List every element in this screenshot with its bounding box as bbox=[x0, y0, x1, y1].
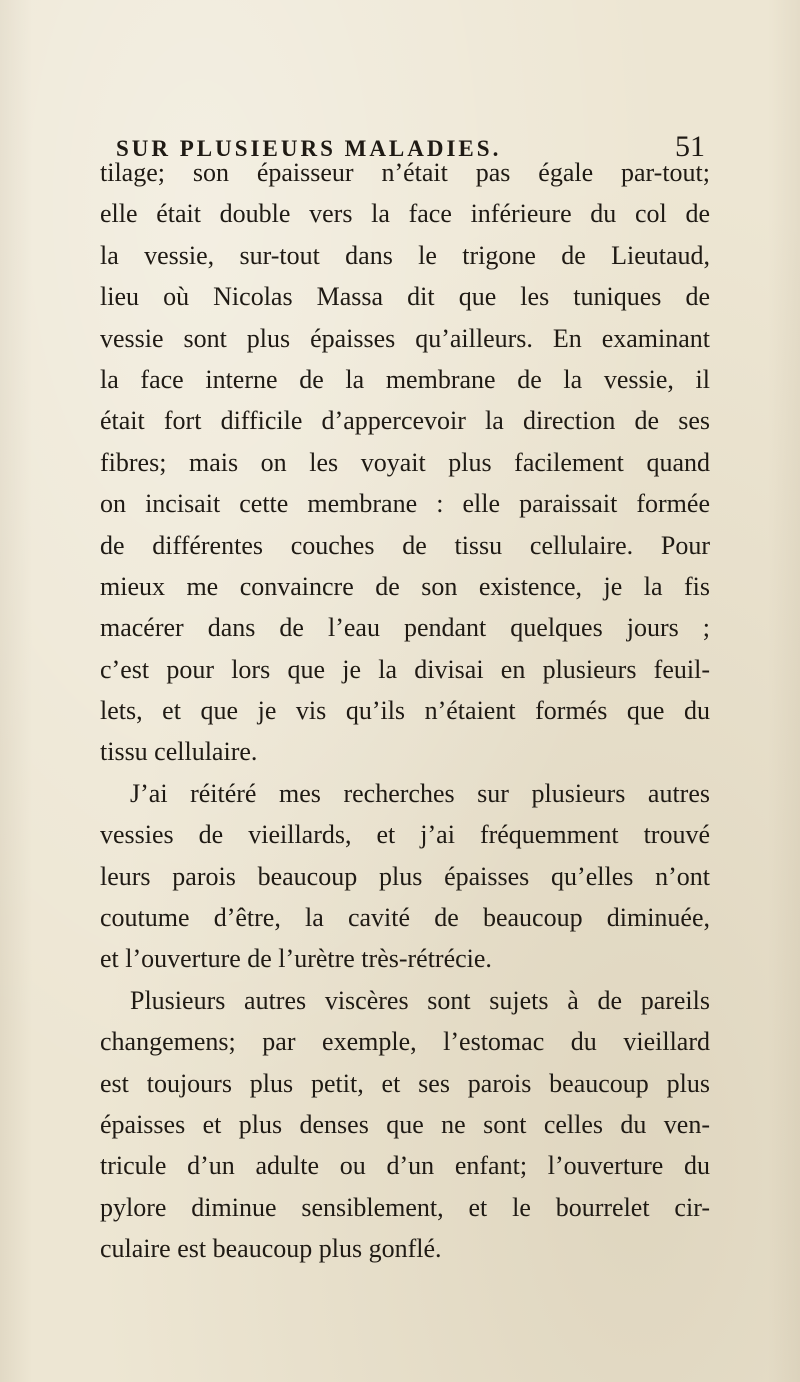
paragraph-start-line: Plusieurs autres viscères sont sujets à de pareils bbox=[130, 985, 710, 1015]
text-line: c’est pour lors que je la divisai en plusieurs feuil- bbox=[100, 654, 710, 684]
text-line: vessie sont plus épaisses qu’ailleurs. En examinant bbox=[100, 323, 710, 353]
paragraph-end-line: tissu cellulaire. bbox=[100, 737, 258, 767]
text-line: est toujours plus petit, et ses parois beaucoup plus bbox=[100, 1068, 710, 1098]
text-line: changemens; par exemple, l’estomac du vieillard bbox=[100, 1027, 710, 1057]
text-line: fibres; mais on les voyait plus facilement quand bbox=[100, 447, 710, 477]
page-number: 51 bbox=[675, 130, 705, 163]
text-line: on incisait cette membrane : elle paraissait formée bbox=[100, 489, 710, 519]
text-line: tricule d’un adulte ou d’un enfant; l’ouverture du bbox=[100, 1151, 710, 1181]
text-line: épaisses et plus denses que ne sont celles du ven- bbox=[100, 1109, 710, 1139]
text-line: mieux me convaincre de son existence, je la fis bbox=[100, 571, 710, 601]
text-line: tilage; son épaisseur n’était pas égale par-tout; bbox=[100, 158, 710, 187]
text-line: pylore diminue sensiblement, et le bourrelet cir- bbox=[100, 1192, 710, 1222]
text-line: vessies de vieillards, et j’ai fréquemment trouvé bbox=[100, 820, 710, 850]
text-line: coutume d’être, la cavité de beaucoup diminuée, bbox=[100, 903, 710, 933]
paragraph-end-line: et l’ouverture de l’urètre très-rétrécie. bbox=[100, 944, 492, 974]
paragraph-start-line: J’ai réitéré mes recherches sur plusieurs autres bbox=[130, 778, 710, 808]
body-text bbox=[100, 152, 710, 1270]
running-head: SUR PLUSIEURS MALADIES. bbox=[116, 136, 502, 161]
text-line: elle était double vers la face inférieure du col de bbox=[100, 199, 710, 229]
text-line: la vessie, sur-tout dans le trigone de Lieutaud, bbox=[100, 240, 710, 270]
text-line: lets, et que je vis qu’ils n’étaient formés que du bbox=[100, 696, 710, 726]
text-line: la face interne de la membrane de la vessie, il bbox=[100, 364, 710, 394]
text-line: lieu où Nicolas Massa dit que les tuniques de bbox=[100, 282, 710, 312]
text-line: était fort difficile d’appercevoir la direction de ses bbox=[100, 406, 710, 436]
text-line: leurs parois beaucoup plus épaisses qu’elles n’ont bbox=[100, 861, 710, 891]
text-line: de différentes couches de tissu cellulaire. Pour bbox=[100, 530, 710, 560]
paragraph-end-line: culaire est beaucoup plus gonflé. bbox=[100, 1234, 442, 1264]
text-line: macérer dans de l’eau pendant quelques jours ; bbox=[100, 613, 710, 643]
